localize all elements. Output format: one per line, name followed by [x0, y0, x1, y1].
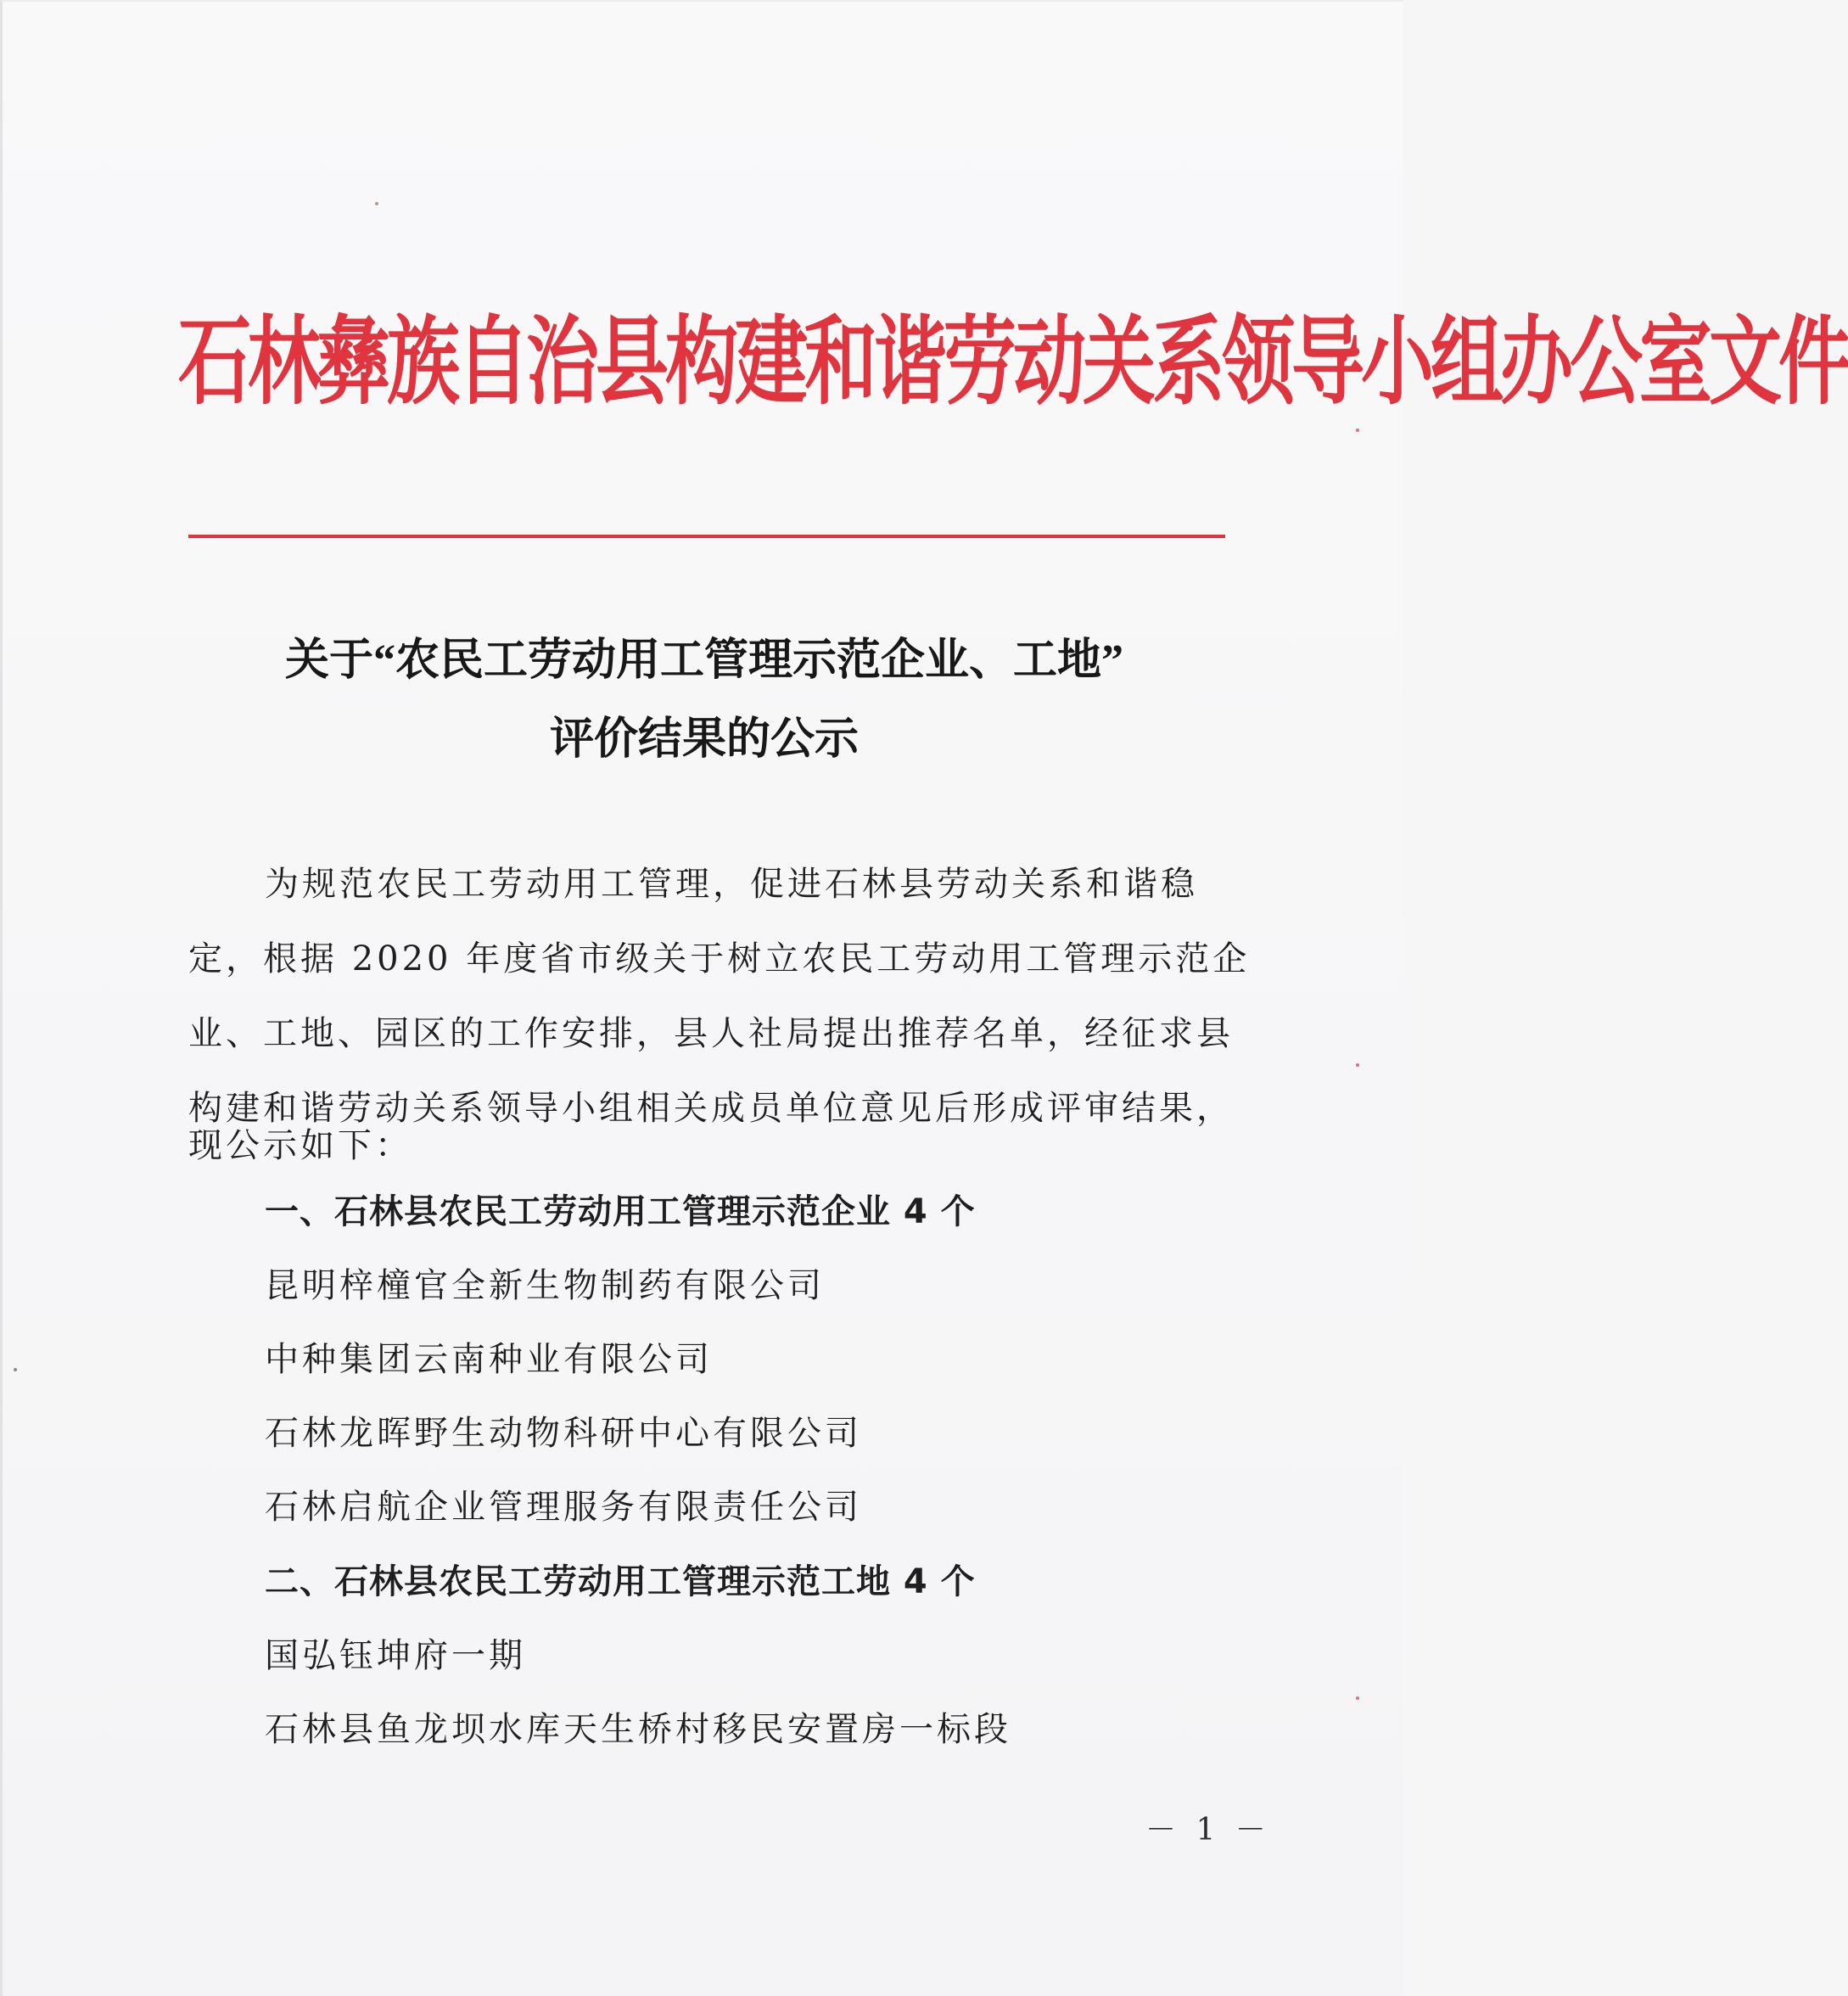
- paper-speck: [1356, 1696, 1359, 1700]
- intro-line-5: 现公示如下：: [188, 1126, 412, 1165]
- intro-line-3: 业、工地、园区的工作安排，县人社局提出推荐名单，经征求县: [188, 1014, 1234, 1053]
- paper-speck: [1356, 429, 1359, 432]
- paper-speck: [1356, 1063, 1359, 1067]
- document-title-line-2: 评价结果的公示: [549, 715, 859, 764]
- paper-speck: [14, 1368, 17, 1371]
- list-item: 国弘钰坤府一期: [265, 1636, 526, 1675]
- paper-speck: [375, 202, 378, 205]
- list-item: 昆明梓橦官全新生物制药有限公司: [265, 1266, 825, 1305]
- section-heading-worksites: 二、石林县农民工劳动用工管理示范工地 4 个: [265, 1562, 976, 1601]
- list-item: 石林龙晖野生动物科研中心有限公司: [265, 1414, 862, 1453]
- intro-line-4: 构建和谐劳动关系领导小组相关成员单位意见后形成评审结果，: [188, 1089, 1234, 1128]
- list-item: 石林县鱼龙坝水库天生桥村移民安置房一标段: [265, 1710, 1011, 1749]
- list-item: 中种集团云南种业有限公司: [265, 1340, 713, 1379]
- page-number: － 1 －: [1145, 1813, 1271, 1847]
- intro-line-2: 定，根据 2020 年度省市级关于树立农民工劳动用工管理示范企: [188, 939, 1251, 978]
- issuer-header: 石林彝族自治县构建和谐劳动关系领导小组办公室文件: [178, 309, 1848, 417]
- list-item: 石林启航企业管理服务有限责任公司: [265, 1488, 862, 1527]
- section-heading-enterprises: 一、石林县农民工劳动用工管理示范企业 4 个: [265, 1192, 976, 1231]
- red-divider-line: [188, 535, 1225, 538]
- document-title-line-1: 关于“农民工劳动用工管理示范企业、工地”: [284, 636, 1123, 685]
- intro-line-1: 为规范农民工劳动用工管理，促进石林县劳动关系和谐稳: [265, 865, 1198, 904]
